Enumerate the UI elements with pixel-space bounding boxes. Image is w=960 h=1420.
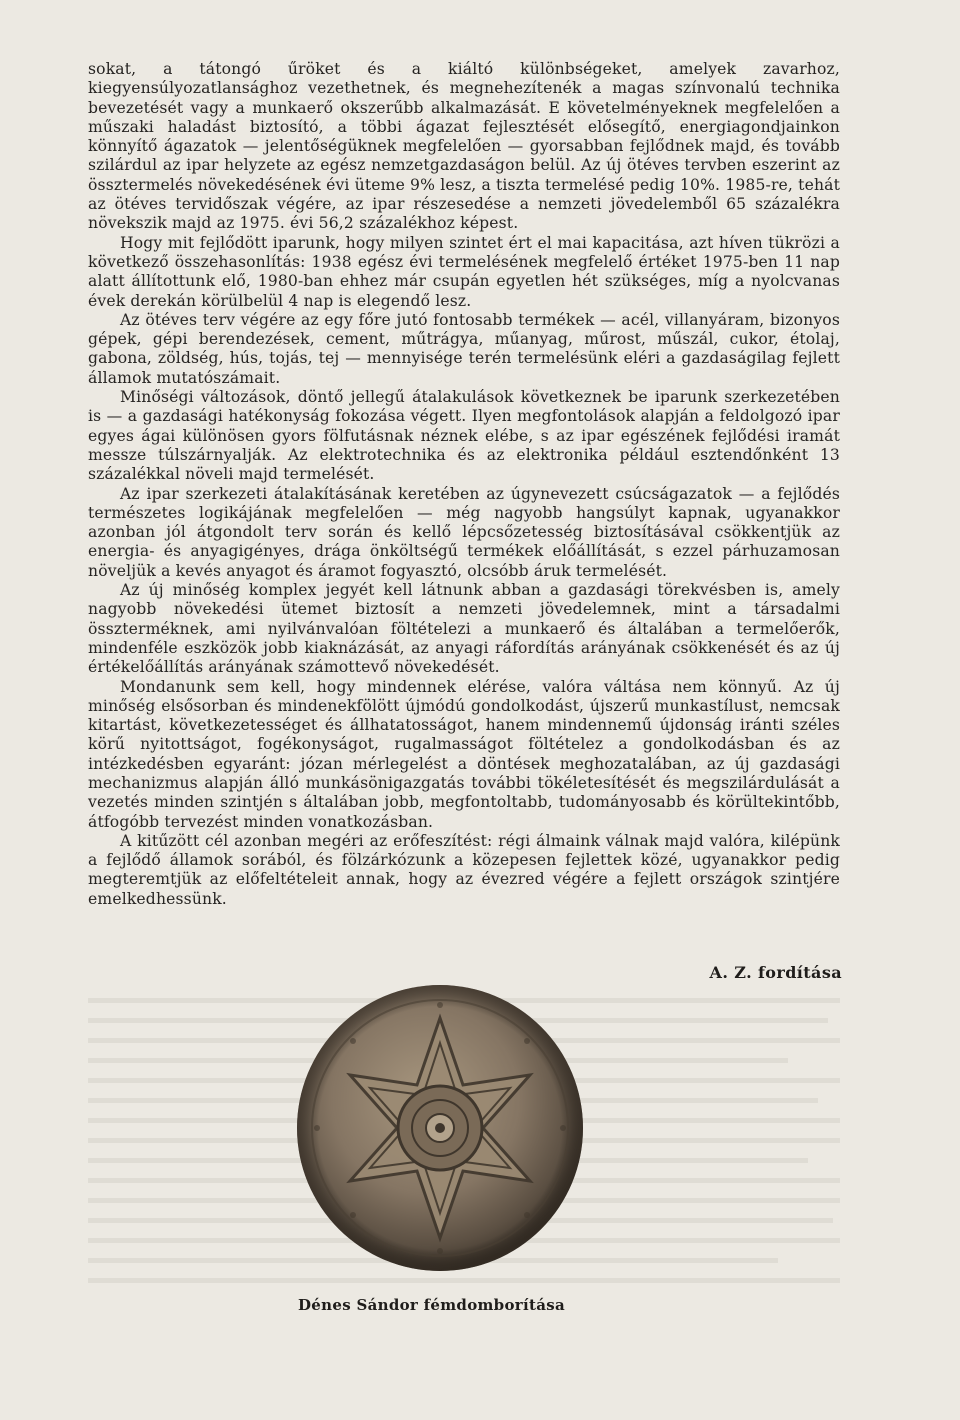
paragraph: sokat, a tátongó űröket és a kiáltó különbségeket, amelyek zavarhoz, kiegyensúlyozatlansághoz vezethetnek, és megnehezítenék a magas színvonalú technika bevezetését vagy a munkaerő okszerűbb alkalmazását. E követelményeknek megfelelően a műszaki haladást biztosító, a többi ágazat fejlesztését elősegítő, energiagondjainkon könnyítő ágazatok — jelentőségüknek megfelelően — gyorsabban fejlődnek majd, és tovább szilárdul az ipar helyzete az egész nemzetgazdaságon belül. Az új ötéves tervben eszerint az össztermelés növekedésének évi üteme 9% lesz, a tiszta termelésé pedig 10%. 1985-re, tehát az ötéves tervidőszak végére, az ipar részesedése a nemzeti jövedelemből 65 százalékra növekszik majd az 1975. évi 56,2 százalékhoz képest. [88,60,841,233]
repousse-plate [295,983,585,1273]
paragraph: Az új minőség komplex jegyét kell látnunk abban a gazdasági törekvésben is, amely nagyobb növekedési ütemet biztosít a nemzeti jövedelemnek, mint a társadalmi összterméknek, ami nyilvánvalóan föltételezi a munkaerő és általában a termelőerők, mindenféle eszközök jobb kiaknázását, az anyagi ráfordítás arányának csökkenését és az új értékelőállítás arányának számottevő növekedését. [88,581,840,677]
paragraph: Mondanunk sem kell, hogy mindennek elérése, valóra váltása nem könnyű. Az új minőség elsősorban és mindenekfölött újmódú gondolkodást, újszerű munkastílust, nemcsak kitartást, következetességet és állhatatosságot, hanem mindennemű újdonság iránti széles körű nyitottságot, fogékonyságot, rugalmasságot föltételez a gondolkodásban és az intézkedésben egyaránt: józan mérlegelést a döntések meghozatalában, az új gazdasági mechanizmus alapján álló munkásönigazgatás további tökéletesítését és megszilárdulását a vezetés minden szintjén s általában jobb, megfontoltabb, tudományosabb és körültekintőbb, átfogóbb tervezést minden vonatkozásban. [88,677,840,831]
translator-signature: A. Z. fordítása [709,963,842,982]
image-caption: Dénes Sándor fémdomborítása [298,1296,565,1314]
paragraph: Az ötéves terv végére az egy főre jutó fontosabb termékek — acél, villanyáram, bizonyos gépek, gépi berendezések, cement, műtrágya, műanyag, műrost, műszál, cukor, étolaj, gabona, zöldség, hús, tojás, tej — mennyisége terén termelésünk eléri a gazdaságilag fejlett államok mutatószámait. [88,310,840,387]
paragraph: Hogy mit fejlődött iparunk, hogy milyen szintet ért el mai kapacitása, azt híven tükrözi a következő összehasonlítás: 1938 egész évi termelésének megfelelő értéket 1975-ben 11 nap alatt állítottunk elő, 1980-ban ehhez már csupán egyetlen hét szükséges, míg a nyolcvanas évek derekán körülbelül 4 nap is elegendő lesz. [88,233,840,310]
article-body [88,60,840,909]
paragraph: A kitűzött cél azonban megéri az erőfeszítést: régi álmaink válnak majd valóra, kilépünk a fejlődő államok sorából, és fölzárkózunk a közepesen fejlettek közé, ugyanakkor pedig megteremtjük az előfeltételeit annak, hogy az évezred végére a fejlett országok szintjére emelkedhessünk. [88,831,840,908]
paragraph: Minőségi változások, döntő jellegű átalakulások következnek be iparunk szerkezetében is — a gazdasági hatékonyság fokozása végett. Ilyen megfontolások alapján a feldolgozó ipar egyes ágai különösen gyors fölfutásnak néznek elébe, s az ipar egészének fejlődési iramát messze túlszárnyalják. Az elektrotechnika és az elektronika például esztendőnként 13 százalékkal növeli majd termelését. [88,388,840,484]
metal-relief-image [295,983,585,1273]
paragraph: Az ipar szerkezeti átalakításának keretében az úgynevezett csúcságazatok — a fejlődés természetes logikájának megfelelően — még nagyobb hangsúlyt kapnak, ugyanakkor azonban jól átgondolt terv során és kellő lépcsőzetesség biztosításával csökkentjük az energia- és anyagigényes, drága önköltségű termékek előállítását, s ezzel párhuzamosan növeljük a kevés anyagot és áramot fogyasztó, olcsóbb áruk termelését. [88,484,840,580]
